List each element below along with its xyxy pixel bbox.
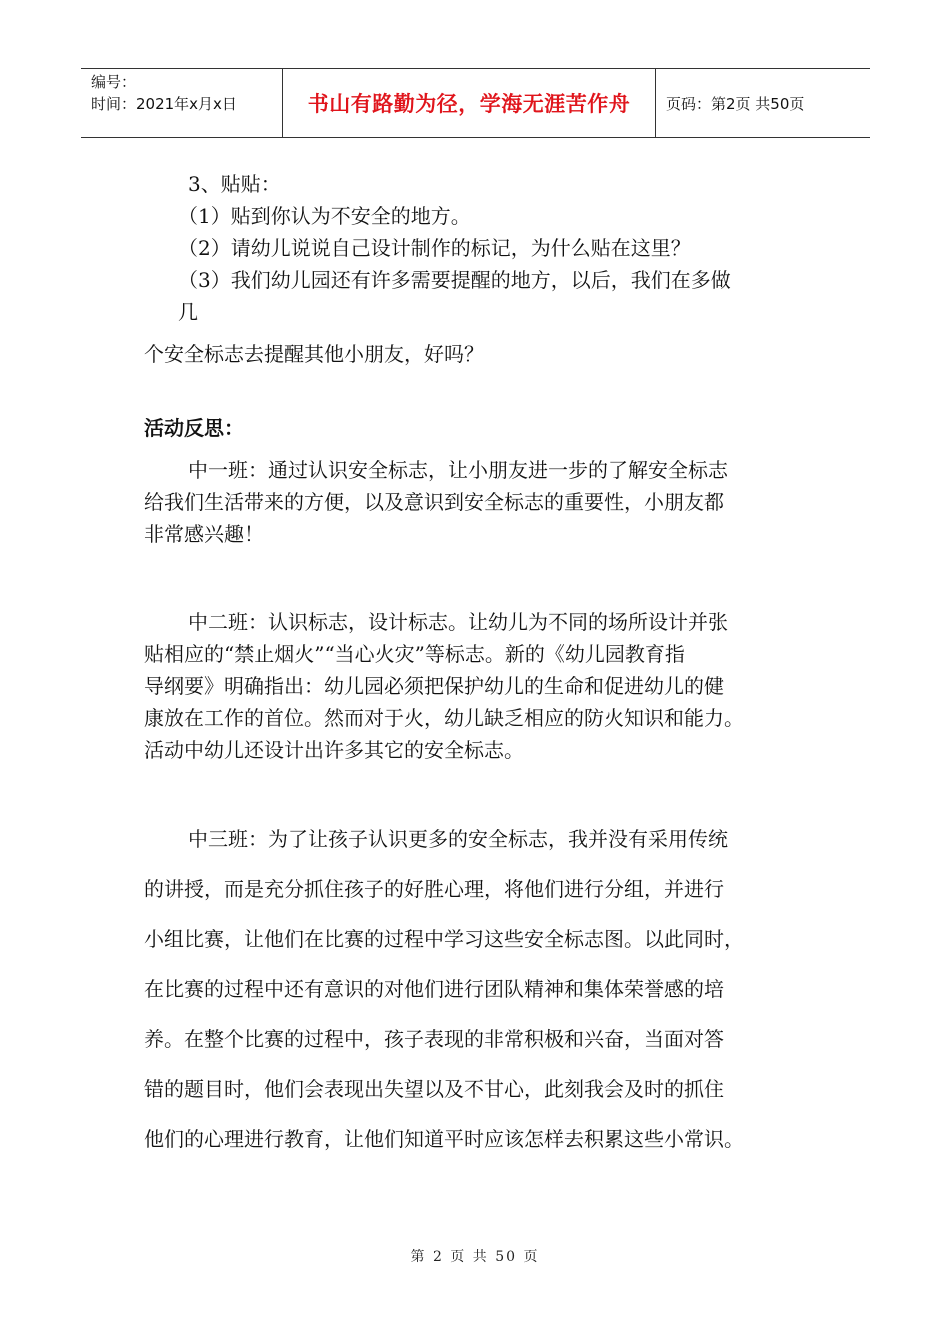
paragraph-line: 中三班：为了让孩子认识更多的安全标志，我并没有采用传统	[188, 827, 728, 851]
page-footer: 第 2 页 共 50 页	[410, 1249, 540, 1265]
paragraph-line: 的讲授，而是充分抓住孩子的好胜心理，将他们进行分组，并进行	[144, 877, 724, 901]
paragraph-line: 中一班：通过认识安全标志，让小朋友进一步的了解安全标志	[188, 458, 728, 482]
paragraph-line: 错的题目时，他们会表现出失望以及不甘心，此刻我会及时的抓住	[144, 1077, 724, 1101]
reflection-class-2	[144, 606, 824, 766]
step-item-3-line-1: （3）我们幼儿园还有许多需要提醒的地方，以后，我们在多做	[178, 268, 731, 292]
paragraph-line: 中二班：认识标志，设计标志。让幼儿为不同的场所设计并张	[188, 610, 728, 634]
paragraph-line: 在比赛的过程中还有意识的对他们进行团队精神和集体荣誉感的培	[144, 977, 724, 1001]
paragraph-line: 他们的心理进行教育，让他们知道平时应该怎样去积累这些小常识。	[144, 1127, 744, 1151]
header-motto: 书山有路勤为径，学海无涯苦作舟	[307, 92, 631, 116]
header-meta	[81, 69, 282, 137]
header-motto-cell	[282, 69, 656, 137]
paragraph-line: 给我们生活带来的方便，以及意识到安全标志的重要性，小朋友都	[144, 490, 724, 514]
paragraph-line: 养。在整个比赛的过程中，孩子表现的非常积极和兴奋，当面对答	[144, 1027, 724, 1051]
step-item-2: （2）请幼儿说说自己设计制作的标记，为什么贴在这里？	[178, 236, 691, 260]
document-number: 编号：	[91, 73, 137, 91]
reflection-title: 活动反思：	[144, 416, 244, 440]
paragraph-line: 康放在工作的首位。然而对于火，幼儿缺乏相应的防火知识和能力。	[144, 706, 744, 730]
header-page-info: 页码：第2页 共50页	[666, 94, 805, 113]
paragraph-line: 活动中幼儿还设计出许多其它的安全标志。	[144, 738, 524, 762]
step-item-1: （1）贴到你认为不安全的地方。	[178, 204, 471, 228]
step-title: 3、贴贴：	[188, 172, 281, 196]
paragraph-line: 小组比赛，让他们在比赛的过程中学习这些安全标志图。以此同时，	[144, 927, 744, 951]
step-item-3-line-2: 几	[178, 300, 198, 324]
paragraph-line: 非常感兴趣！	[144, 522, 264, 546]
document-date: 时间：2021年x月x日	[91, 95, 237, 113]
paragraph-line: 贴相应的“禁止烟火”“当心火灾”等标志。新的《幼儿园教育指	[144, 642, 685, 666]
reflection-class-3	[144, 814, 824, 1164]
reflection-class-1	[144, 454, 824, 550]
page-header	[81, 68, 870, 138]
document-body	[144, 168, 824, 1164]
step-item-3-line-3: 个安全标志去提醒其他小朋友，好吗？	[144, 342, 484, 366]
paragraph-line: 导纲要》明确指出：幼儿园必须把保护幼儿的生命和促进幼儿的健	[144, 674, 724, 698]
